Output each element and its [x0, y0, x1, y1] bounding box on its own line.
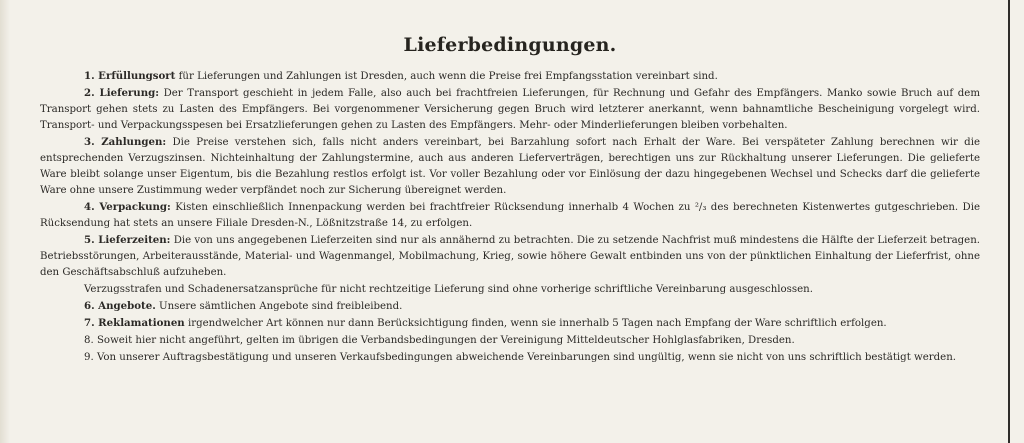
term-text: Die Preise verstehen sich, falls nicht anders vereinbart, bei Barzahlung sofort nach Erhalt der Ware. Bei verspäteter Zahlung berechnen wir die entsprechenden Verzugszinsen. Nichteinhaltung der Zahlungstermine, auch aus anderen Lieferverträgen, berechtigen uns zur Rückhaltung unserer Lieferungen. Die gelieferte Ware bleibt solange unser Eigentum, bis die Bezahlung restlos erfolgt ist. Vor voller Bezahlung oder vor Einlösung der dazu hingegebenen Wechsel und Schecks darf die gelieferte Ware ohne unsere Zustimmung weder verpfändet noch zur Sicherung übereignet werden. — [40, 137, 980, 196]
term-item-3 — [40, 134, 980, 199]
terms-list — [40, 68, 980, 366]
term-text: Der Transport geschieht in jedem Falle, also auch bei frachtfreien Lieferungen, für Rechnung und Gefahr des Empfängers. Manko sowie Bruch auf dem Transport gehen stets zu Lasten des Empfängers. Bei vorgenommener Versicherung gegen Bruch wird letzterer anerkannt, wenn bahnamtliche Bescheinigung vorgelegt wird. Transport- und Verpackungsspesen bei Ersatzlieferungen gehen zu Lasten des Empfängers. Mehr- oder Minderlieferungen bleiben vorbehalten. — [40, 88, 980, 131]
term-item-7 — [40, 315, 980, 332]
term-item-6 — [40, 298, 980, 315]
term-heading: 2. Lieferung: — [84, 87, 159, 99]
term-heading: 7. Reklamationen — [84, 317, 185, 329]
term-heading: 6. Angebote. — [84, 300, 156, 312]
term-text: Verzugsstrafen und Schadenersatzansprüche für nicht rechtzeitige Lieferung sind ohne vorherige schriftliche Vereinbarung ausgeschlossen. — [84, 284, 813, 295]
term-text: 9. Von unserer Auftragsbestätigung und unseren Verkaufsbedingungen abweichende Vereinbarungen sind ungültig, wenn sie nicht von uns schriftlich bestätigt werden. — [84, 352, 957, 363]
term-item-1 — [40, 68, 980, 85]
term-heading: 4. Verpackung: — [84, 201, 171, 213]
term-text: Die von uns angegebenen Lieferzeiten sind nur als annähernd zu betrachten. Die zu setzende Nachfrist muß mindestens die Hälfte der Lieferzeit betragen. Betriebsstörungen, Arbeiterausstände, Material- und Wagenmangel, Mobilmachung, Krieg, sowie höhere Gewalt entbinden uns von der pünktlichen Einhaltung der Lieferfrist, ohne den Geschäftsabschluß aufzuheben. — [40, 235, 981, 278]
term-item-4 — [40, 199, 980, 232]
term-heading: 5. Lieferzeiten: — [84, 234, 171, 246]
term-item-5 — [40, 232, 980, 281]
term-item-9 — [40, 349, 980, 366]
term-heading: 3. Zahlungen: — [84, 136, 167, 148]
term-item-8 — [40, 332, 980, 349]
term-item-2 — [40, 85, 980, 134]
term-heading: 1. Erfüllungsort — [84, 70, 176, 82]
term-text: 8. Soweit hier nicht angeführt, gelten im übrigen die Verbandsbedingungen der Vereinigung Mitteldeutscher Hohlglasfabriken, Dresden. — [84, 335, 795, 346]
term-item-5-note — [40, 281, 980, 298]
term-text: Kisten einschließlich Innenpackung werden bei frachtfreier Rücksendung innerhalb 4 Wochen zu ²/₃ des berechneten Kistenwertes gutgeschrieben. Die Rücksendung hat stets an unsere Filiale Dresden-N., Lößnitzstraße 14, zu erfolgen. — [40, 202, 981, 229]
term-text: irgendwelcher Art können nur dann Berücksichtigung finden, wenn sie innerhalb 5 Tagen nach Empfang der Ware schriftlich erfolgen. — [184, 318, 887, 329]
document-title: Lieferbedingungen. — [403, 34, 617, 56]
term-text: für Lieferungen und Zahlungen ist Dresden, auch wenn die Preise frei Empfangsstation vereinbart sind. — [175, 71, 718, 82]
term-text: Unsere sämtlichen Angebote sind freibleibend. — [155, 301, 403, 312]
